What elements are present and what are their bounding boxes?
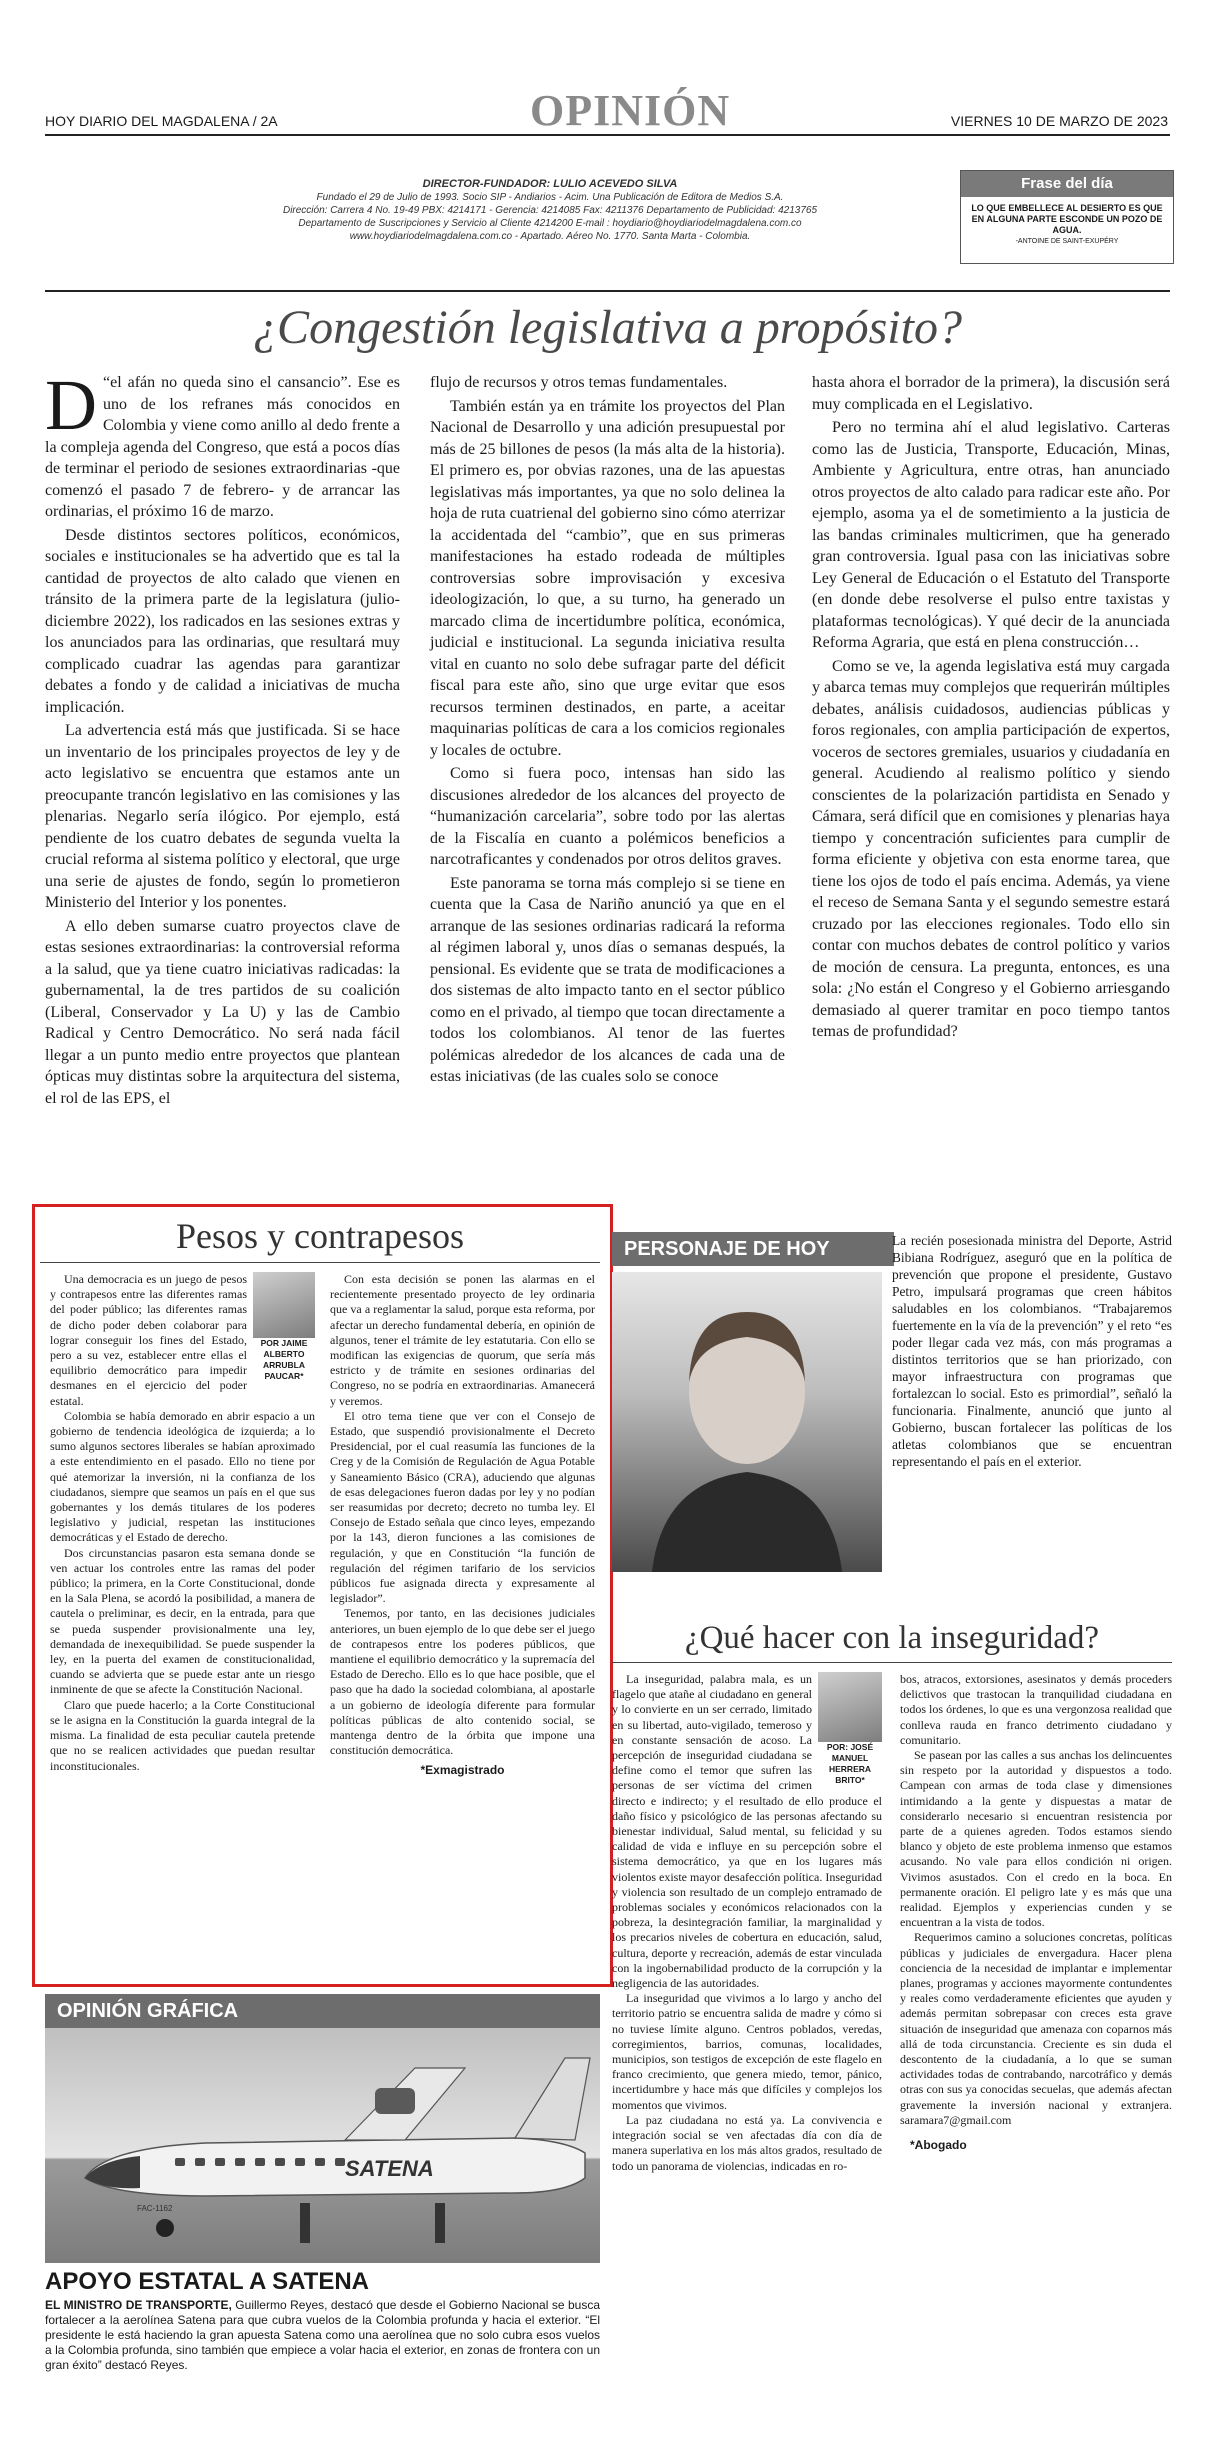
author-photo [253, 1272, 315, 1338]
personaje-band: PERSONAJE DE HOY [612, 1232, 894, 1266]
paragraph: Claro que puede hacerlo; a la Corte Constitucional se le asigna en la Constitución la guarda integral de la misma. La finalidad de esta peculiar cautela pretende que no se realicen actividades que puedan resultar inconstitucionales. [50, 1697, 315, 1773]
author-box [818, 1672, 882, 1786]
paragraph: Requerimos camino a soluciones concretas, políticas públicas y judiciales de envergadura. Hacer plena conciencia de la necesidad de implantar e implementar planes, programas y acciones mayormente contundentes y reales como verdaderamente eficientes que ayuden y además permitan sobrepasar con creces esta grave situación de inseguridad que amenaza con coparnos más allá de toda circunstancia. Creciente es sin duda el descontento de la ciudadanía, a lo que se suman actividades todas de contrabando, narcotráfico y demás otras con sus ya conocidas secuelas, que además afectan gravemente la inversión nacional y extranjera. saramara7@gmail.com [900, 1930, 1172, 2127]
personaje-text: La recién posesionada ministra del Deporte, Astrid Bibiana Rodríguez, aseguró que en la política de prevención que propone el presidente, Gustavo Petro, impulsará programas que creen hábitos saludables en los colombianos. “Trabajaremos fuertemente en la vía de la prevención” y el reto “es poder llegar cada vez más, con más programas a distintos territorios que se han priorizado, con mayor infraestructura con programas que fortalezcan lo social. Esto es primordial”, señaló la funcionaria. Finalmente, anunció que junto al Gobierno, buscan fortalecer las políticas de los atletas colombianos que se encuentran representando el país en el exterior. [892, 1233, 1172, 1469]
paragraph: Se pasean por las calles a sus anchas los delincuentes sin respeto por la autoridad y dispuestos a todo. Campean con armas de toda clase y dimensiones intimidando a la gente y dispuestas a matar de considerarlo necesario si encuentran resistencia por parte de a quienes agreden. Todos estamos siendo blanco y objeto de este problema inmenso que estamos acusando. No vale para ellos condición ni origen. Vivimos asustados. Con el credo en la boca. En permanente oración. El peligro late y es más que una realidad. Ejemplos y experiencias cunden y se encuentran a la vista de todos. [900, 1748, 1172, 1930]
editorial-column-2 [430, 372, 785, 1090]
paragraph: Con esta decisión se ponen las alarmas en el recientemente presentado proyecto de ley ordinaria que va a reglamentar la salud, porque esta reforma, por afectar un derecho fundamental debería, en opinión de algunos, tener el trámite de ley estatutaria. Con ello se modifican las exigencias de quorum, que sería más estricto y de trámite en sesiones ordinarias del Congreso, no se podría en extraordinarias. Amanecerá y veremos. [330, 1272, 595, 1408]
plane-livery-text: SATENA [345, 2156, 434, 2181]
column-text-left [50, 1272, 315, 1774]
caption-text: Guillermo Reyes, destacó que desde el Gobierno Nacional se busca fortalecer a la aerolínea Satena para que cubra vuelos de la Colombia profunda y hacia el exterior. “El presidente le está haciendo la gran apuesta Satena como una aerolínea que no solo cubra esos vuelos a la Colombia profunda, sino también que empiece a volar hacia el exterior, en zonas de frontera con un gran éxito” destacó Reyes. [45, 2298, 600, 2372]
author-byline: POR: JOSÉ MANUEL HERRERA BRITO* [826, 1742, 874, 1785]
paragraph: El otro tema tiene que ver con el Consejo de Estado, que suspendió provisionalmente el Decreto Presidencial, por el cual reasumía las funciones de la Creg y de la Comisión de Regulación de Agua Potable y Saneamiento Básico (CRA), aduciendo que algunas de esas delegaciones fueron dadas por ley y no podían ser reasumidas por decreto; decreto no tumba ley. El Consejo de Estado señala que cinco leyes, empezando por la 143, dieron funciones a las comisiones de regulación, y que en Constitución “la función de regulación del régimen tarifario de los servicios públicos fue asignada directa y expresamente al legislador”. [330, 1408, 595, 1606]
masthead-rule [45, 290, 1170, 292]
author-box [253, 1272, 315, 1382]
paragraph: Este panorama se torna más complejo si se tiene en cuenta que la Casa de Nariño anunció ya que en el arranque de las sesiones ordinarias radicará la reforma al régimen laboral y, unos días o semanas después, la pensional. Es evidente que se trata de modificaciones a dos sistemas de alto impacto tanto en el sector público como en el privado, al tiempo que tocan directamente a todos los colombianos. Al tenor de las fuertes polémicas alrededor de los alcances de cada una de estas iniciativas (de las cuales solo se conoce [430, 874, 785, 1085]
masthead-line: Dirección: Carrera 4 No. 19-49 PBX: 4214171 - Gerencia: 4214085 Fax: 4211376 Departamento de Publicidad: 4213765 [282, 205, 818, 216]
author-byline: POR JAIME ALBERTO ARRUBLA PAUCAR* [260, 1338, 308, 1381]
paragraph: La paz ciudadana no está ya. La convivencia e integración social se ven afectadas día con día de manera superlativa en los más altos grados, resultado de todo un panorama de violencias, indicadas en ro- [612, 2112, 882, 2173]
title-rule [40, 1262, 600, 1263]
paragraph: Una democracia es un juego de pesos y contrapesos entre las diferentes ramas del poder público; las diferentes ramas de dicho poder deben colaborar para lograr conseguir los fines del Estado, pero a su vez, establecer entre ellas el equilibrio democrático para impedir desmanes en el ejercicio del poder estatal. [50, 1272, 247, 1408]
paragraph: Tenemos, por tanto, en las decisiones judiciales anteriores, un buen ejemplo de lo que debe ser el juego de contrapesos entre los poderes públicos, que mantiene el equilibrio democrático y la supremacía del Estado de Derecho. Ello es lo que hace posible, que el paso que ha dado la sociedad colombiana, al apostarle a un gobierno de ideología diferente para formular políticas públicas de alto contenido social, se mantenga dentro de la órbita que impone una constitución democrática. [330, 1606, 595, 1758]
paragraph: Desde distintos sectores políticos, económicos, sociales e institucionales se ha advertido que es tal la cantidad de proyectos de alto calado que vienen en tránsito de la primera parte de la legislatura (julio-diciembre 2022), los radicados en las sesiones extras y los anunciados para las ordinarias, que resultará muy complicado cuadrar las agendas para garantizar debates a fondo y de calidad a iniciativas de mucha implicación. [45, 526, 400, 716]
editorial-title: ¿Congestión legislativa a propósito? [253, 301, 962, 354]
person-photo [612, 1272, 882, 1572]
title-rule [612, 1662, 1172, 1663]
column-text-right [330, 1272, 595, 1778]
inseguridad-column-right [900, 1672, 1172, 2153]
quote-box-title: Frase del día [961, 171, 1173, 197]
masthead-line: Fundado el 29 de Julio de 1993. Socio SIP - Andiarios - Acim. Una Publicación de Editora de Medios S.A. [316, 192, 784, 203]
photo-caption-title: APOYO ESTATAL A SATENA [45, 2268, 370, 2295]
quote-author: -ANTOINE DE SAINT-EXUPÉRY [1015, 238, 1119, 245]
plane-registration: FAC-1162 [137, 2204, 173, 2213]
section-title: OPINIÓN [530, 86, 731, 135]
paragraph: La inseguridad que vivimos a lo largo y ancho del territorio patrio se encuentra salida de madre y cómo si no tuviese límite alguno. Centros poblados, veredas, corregimientos, barrios, comunas, localidades, municipios, son testigos de excepción de este flagelo en franco crecimiento, que genera miedo, temor, pánico, incertidumbre y hace más que difíciles y complejos los momentos que vivimos. [612, 1991, 882, 2112]
paragraph: bos, atracos, extorsiones, asesinatos y demás proceders delictivos que trastocan la tranquilidad ciudadana en todos los órdenes, lo que es una vergonzosa realidad que conlleva rauda en franco detrimento ciudadano y comunitario. [900, 1672, 1172, 1747]
paragraph: La advertencia está más que justificada. Si se hace un inventario de los principales proyectos de ley y de acto legislativo se encuentra que estamos ante un preocupante trancón legislativo en las comisiones y las plenarias. Negarlo sería ilógico. Por ejemplo, está pendiente de los cuatro debates de segunda vuelta la crucial reforma al sistema político y electoral, que urge una serie de ajustes de fondo, según lo prometieron Ministerio del Interior y los ponentes. [45, 722, 400, 911]
paragraph: flujo de recursos y otros temas fundamentales. [430, 374, 728, 391]
quote-of-the-day-box [960, 170, 1174, 264]
paragraph: Como se ve, la agenda legislativa está muy cargada y abarca temas muy complejos que requerirán múltiples debates, análisis cuidadosos, audiencias públicas y foros regionales, con amplia participación de expertos, voceros de sectores gremiales, usuarios y ciudadanía en general. Acudiendo al realismo político y siendo conscientes de la polarización partidista en Senado y Cámara, será difícil que en comisiones y plenarias haya tiempo y concentración suficientes para cumplir de forma eficiente y objetiva con esta enorme tarea, que tiene los ojos de todo el país encima. Además, ya viene el receso de Semana Santa y el segundo semestre estará cruzado por las elecciones regionales. Todo ello sin contar con muchos debates de control político y varios de moción de censura. La pregunta, entonces, es una sola: ¿No están el Congreso y el Gobierno arriesgando demasiado al querer tramitar en poco tiempo tantos temas de profundidad? [812, 657, 1170, 1040]
opinion-grafica-band: OPINIÓN GRÁFICA [45, 1994, 600, 2028]
editorial-column-3 [812, 372, 1170, 1045]
portrait-illustration [612, 1272, 882, 1572]
column-title: ¿Qué hacer con la inseguridad? [684, 1620, 1100, 1656]
paragraph: hasta ahora el borrador de la primera), la discusión será muy complicada en el Legislativo. [812, 374, 1170, 413]
paragraph: Dos circunstancias pasaron esta semana donde se ven actuar los controles entre las ramas del poder público; la primera, en la Corte Constitucional, donde en la Sala Plena, se acordó la posibilidad, a manera de cautela o preliminar, es decir, en la entrada, para que se pueda suspender provisionalmente una ley, demandada de inexequibilidad. Se puede suspender la ley, en la puerta del examen de constitucionalidad, cuando se advierta que se puede estar ante un riesgo inminente de que se afecte la Constitución Nacional. [50, 1545, 315, 1697]
drop-cap: D [45, 365, 97, 445]
issue-date: VIERNES 10 DE MARZO DE 2023 [950, 113, 1168, 129]
caption-lead: EL MINISTRO DE TRANSPORTE, [45, 2298, 232, 2312]
paragraph: También están ya en trámite los proyectos del Plan Nacional de Desarrollo y una adición presupuestal por más de 25 billones de pesos (la más alta de la historia). El primero es, por obvias razones, una de las apuestas legislativas más importantes, ya que no solo delinea la hoja de ruta cuatrienal del gobierno sino cómo aterrizar la accidentada del “cambio”, que en sus primeras manifestaciones ha estado rodeada de múltiples controversias sobre improvisación y excesiva ideologización, lo que, a su turno, ha generado un marcado clima de incertidumbre política, económica, judicial e institucional. La segunda iniciativa resulta vital en cuanto no solo debe sufragar parte del déficit fiscal para este año, sino que urge evitar que esos recursos terminen destinados, en parte, a aceitar maquinarias políticas de cara a los comicios regionales y locales de octubre. [430, 397, 785, 759]
director-line: DIRECTOR-FUNDADOR: LULIO ACEVEDO SILVA [422, 178, 678, 190]
inseguridad-column-left [612, 1672, 882, 2174]
editorial-column-1 [45, 365, 400, 1111]
photo-caption [45, 2298, 600, 2373]
author-title: *Exmagistrado [420, 1762, 505, 1777]
author-photo [818, 1672, 882, 1742]
airplane-photo [45, 2028, 600, 2263]
quote-text: LO QUE EMBELLECE AL DESIERTO ES QUE EN ALGUNA PARTE ESCONDE UN POZO DE AGUA. [971, 203, 1163, 235]
header-rule [45, 134, 1170, 136]
masthead-line: Departamento de Suscripciones y Servicio al Cliente 4214200 E-mail : hoydiario@hoydiariodelmagdalena.com.co [298, 218, 802, 229]
paragraph: A ello deben sumarse cuatro proyectos clave de estas sesiones extraordinarias: la controversial reforma a la salud, que ya tiene cuatro iniciativas radicadas: la gubernamental, la de tres partidos de su coalición (Liberal, Conservador y La U) y las de Cambio Radical y Centro Democrático. No será nada fácil llegar a un punto medio entre proyectos que plantean ópticas muy distintas sobre la arquitectura del sistema, el rol de las EPS, el [45, 917, 400, 1107]
paragraph: Colombia se había demorado en abrir espacio a un gobierno de tendencia ideológica de izquierda; a lo sumo algunos sectores liberales se habían aproximado a este entendimiento en el pasado. Ello no tiene por qué atemorizar la inversión, ni la confianza de los ciudadanos, siempre que seamos un país en el que sus gobernantes y los demás titulares de los poderes legislativo y judicial, respetan las instituciones democráticas y el Estado de derecho. [50, 1408, 315, 1545]
paragraph: La inseguridad, palabra mala, es un flagelo que atañe al ciudadano en general y lo convierte en un ser cerrado, limitado en su libertad, auto-vigilado, temeroso y en constante sensación de acoso. La percepción de inseguridad ciudadana se define como el temor que sufren las personas de ser víctima del crimen directo e indirecto; y el resultado de ello produce el daño físico y psicológico de las personas afectando su bienestar individual, Salud mental, su felicidad y su calidad de vida e influye en su percepción sobre el sistema democrático, ya que en los lugares más violentos existe mayor desafección política. Inseguridad y violencia son resultado de un complejo entramado de problemas sociales y económicos relacionados con la pobreza, la desintegración familiar, la marginalidad y los precarios niveles de cobertura en educación, salud, cultura, deporte y recreación, además de estar vinculada con la ingobernabilidad producto de la corrupción y la negligencia de las autoridades. [612, 1672, 882, 1991]
author-title: *Abogado [910, 2138, 967, 2153]
masthead-line: www.hoydiariodelmagdalena.com.co - Apartado. Aéreo No. 1770. Santa Marta - Colombia. [349, 231, 751, 242]
column-title: Pesos y contrapesos [176, 1216, 464, 1256]
paragraph: “el afán no queda sino el cansancio”. Ese es uno de los refranes más conocidos en Colombia y viene como anillo al dedo frente a la compleja agenda del Congreso, que está a pocos días de terminar el periodo de sesiones extraordinarias -que comenzó el pasado 7 de febrero- y de arrancar las ordinarias, el próximo 16 de marzo. [45, 374, 400, 520]
masthead [190, 178, 910, 243]
airplane-illustration [45, 2028, 600, 2263]
paragraph: Pero no termina ahí el alud legislativo. Carteras como las de Justicia, Transporte, Educación, Minas, Ambiente y Agricultura, entre otras, han anunciado otros proyectos de alto calado para radicar este año. Por ejemplo, asoma ya el de sometimiento a la justicia de las bandas criminales multicrimen, que ha generado gran controversia. Igual pasa con las iniciativas sobre Ley General de Educación o el Estatuto del Transporte (en donde debe resolverse el pulso entre taxistas y plataformas tecnológicas). Y qué decir de la anunciada Reforma Agraria, que está en plena construcción… [812, 419, 1170, 651]
page-section-label: HOY DIARIO DEL MAGDALENA / 2A [45, 113, 278, 129]
paragraph: Como si fuera poco, intensas han sido las discusiones alrededor de los alcances del proyecto de “humanización carcelaria”, sobre todo por las alertas de la Fiscalía en cuanto a polémicos beneficios a narcotraficantes y condenados por otros delitos graves. [430, 765, 785, 868]
